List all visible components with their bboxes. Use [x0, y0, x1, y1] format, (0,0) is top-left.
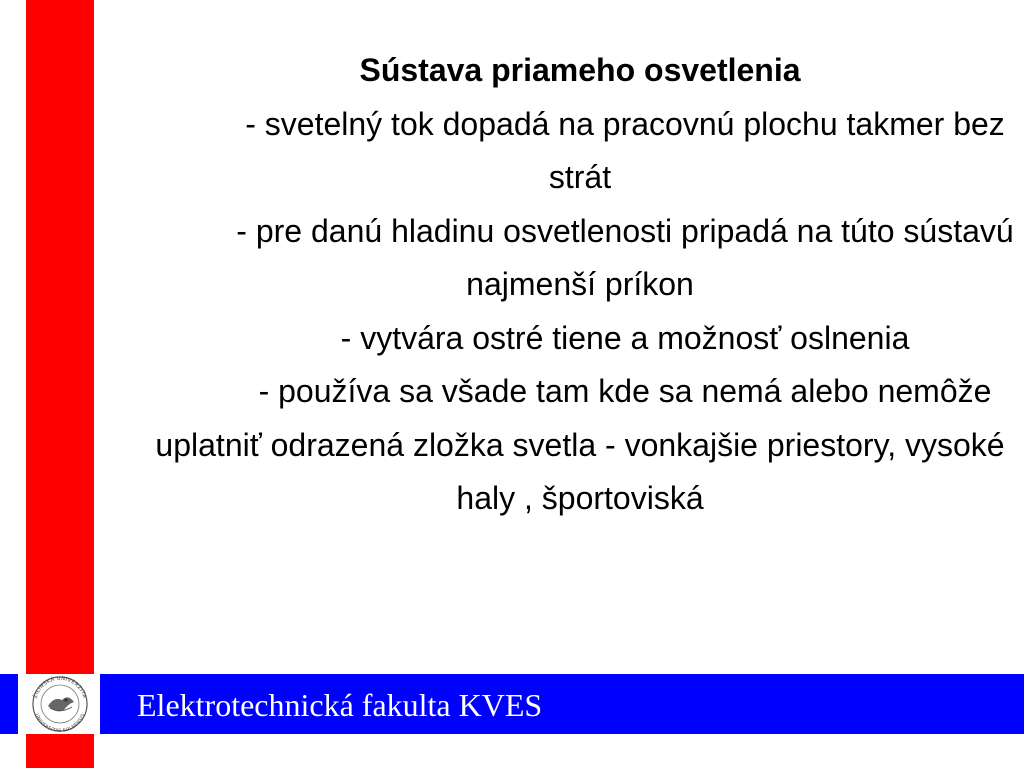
footer-title: Elektrotechnická fakulta KVES [137, 687, 543, 723]
bullet-point-2: - pre danú hladinu osvetlenosti pripadá na túto sústavú najmenší príkon [236, 212, 1014, 302]
university-seal-icon [24, 674, 96, 734]
slide-title: Sústava priameho osvetlenia [359, 52, 801, 88]
left-red-strip [26, 0, 94, 768]
bullet-point-4: - používa sa všade tam kde sa nemá alebo nemôže uplatniť odrazená zložka svetla - vonkajšie priestory, vysoké haly , športoviská [155, 373, 1005, 516]
seal-text-top: ŽILINSKÁ UNIVERZITA [32, 675, 88, 700]
bullet-point-3: - vytvára ostré tiene a možnosť oslnenia [340, 319, 910, 356]
seal-text-bottom: UNIVERSITAS SOLNENSIS [33, 713, 87, 734]
bullet-point-1: - svetelný tok dopadá na pracovnú plochu takmer bez strát [245, 105, 1005, 195]
slide-body [140, 44, 1020, 526]
